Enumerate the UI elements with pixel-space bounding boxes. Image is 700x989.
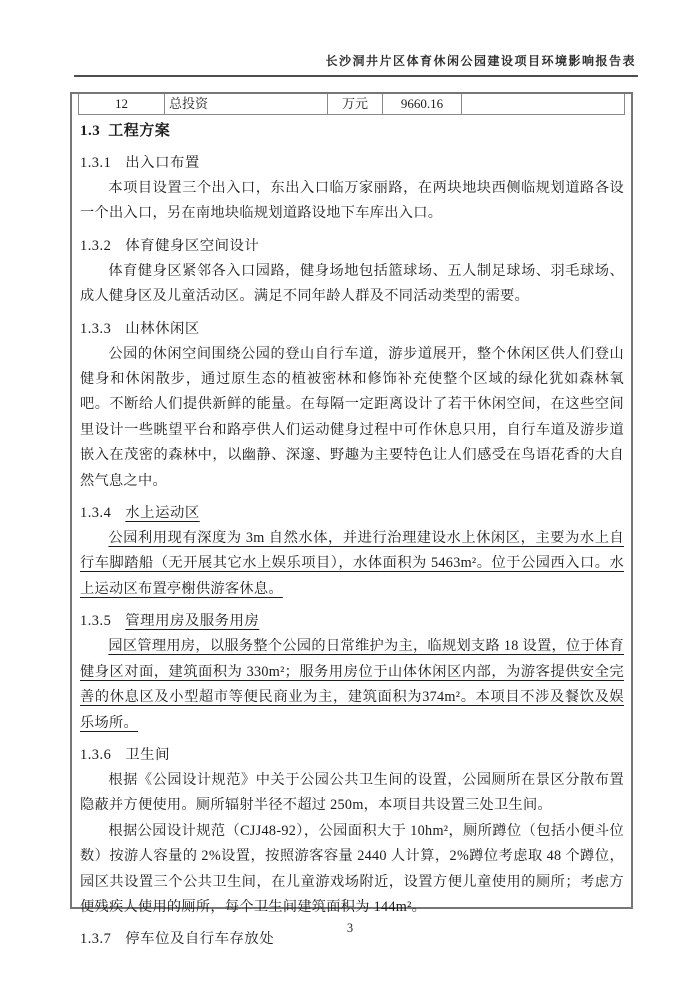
section-number: 1.3.2 <box>80 237 112 254</box>
document-header-title: 长沙洞井片区体育休闲公园建设项目环境影响报告表 <box>325 54 636 68</box>
paragraph-sports-zone: 体育健身区紧邻各入口园路，健身场地包括篮球场、五人制足球场、羽毛球场、成人健身区及儿童活动区。满足不同年龄人群及不同活动类型的需要。 <box>80 262 624 305</box>
section-title: 山林休闲区 <box>125 320 200 337</box>
section-heading-1-3-3 <box>80 316 624 342</box>
paragraph-toilets-1: 根据《公园设计规范》中关于公园公共卫生间的设置，公园厕所在景区分散布置隐蔽并方便使用。厕所辐射半径不超过 250m，本项目共设置三处卫生间。 <box>80 771 624 814</box>
section-title: 出入口布置 <box>125 155 200 171</box>
header-rule <box>74 75 638 77</box>
summary-table-row <box>78 94 625 115</box>
content-box <box>70 92 633 948</box>
section-number: 1.3.4 <box>80 505 112 522</box>
table-cell-item-name: 总投资 <box>165 94 328 114</box>
section-heading-1-3-4 <box>80 500 624 526</box>
section-number: 1.3.1 <box>80 155 112 171</box>
paragraph-forest-leisure-zone: 公园的休闲空间围绕公园的登山自行车道，游步道展开，整个休闲区供人们登山健身和休闲散步，通过原生态的植被密林和修饰补充使整个区域的绿化犹如森林氧吧。不断给人们提供新鲜的能量。在每隔一定距离设计了若干休闲空间，在这些空间里设计一些眺望平台和路亭供人们运动健身过程中可作休息只用，自行车道及游步道嵌入在茂密的森林中，以幽静、深邃、野趣为主要特色让人们感受在鸟语花香的大自然气息之中。 <box>80 345 624 489</box>
section-number: 1.3.3 <box>80 320 112 337</box>
table-cell-remark <box>462 94 624 114</box>
section-heading-1-3 <box>80 118 624 144</box>
section-heading-1-3-5 <box>80 608 624 634</box>
section-title: 水上运动区 <box>125 505 200 522</box>
paragraph-management-buildings: 园区管理用房，以服务整个公园的日常维护为主，临规划支路 18 设置，位于体育健身区对面，建筑面积为 330m²；服务用房位于山体休闲区内部，为游客提供安全完善的休息区及小型超市等便民商业为主，建筑面积为374m²。本项目不涉及餐饮及娱乐场所。 <box>80 638 624 731</box>
section-heading-1-3-2 <box>80 233 624 259</box>
document-header <box>0 0 700 76</box>
table-cell-row-index: 12 <box>79 94 165 114</box>
section-heading-1-3-1 <box>80 150 624 176</box>
section-heading-1-3-6 <box>80 742 624 768</box>
section-number: 1.3.6 <box>80 746 112 763</box>
section-title: 停车位及自行车存放处 <box>125 931 275 948</box>
paragraph-toilets-2: 根据公园设计规范（CJJ48-92），公园面积大于 10hm²，厕所蹲位（包括小便斗位数）按游人容量的 2%设置，按照游客容量 2440 人计算，2%蹲位考虑取 48 个蹲位，园区共设置三个公共卫生间，在儿童游戏场附近，设置方便儿童使用的厕所；考虑方便残疾人使用的厕所，每个卫生间建筑面积为 144m²。 <box>80 822 624 915</box>
section-title: 管理用房及服务用房 <box>125 613 260 630</box>
page-number: 3 <box>346 921 354 935</box>
section-title: 卫生间 <box>125 746 170 763</box>
table-cell-value: 9660.16 <box>383 94 462 114</box>
table-cell-unit: 万元 <box>328 94 383 114</box>
document-body <box>72 115 631 952</box>
section-title: 体育健身区空间设计 <box>125 237 260 254</box>
section-number: 1.3.7 <box>80 931 112 948</box>
section-number: 1.3.5 <box>80 613 112 630</box>
paragraph-water-sports-zone: 公园利用现有深度为 3m 自然水体，并进行治理建设水上休闲区，主要为水上自行车脚踏船（无开展其它水上娱乐项目），水体面积为 5463m²。位于公园西入口。水上运动区布置亭榭供游客休息。 <box>80 530 624 597</box>
section-number: 1.3 <box>80 123 101 139</box>
paragraph-entrances: 本项目设置三个出入口，东出入口临万家丽路，在两块地块西侧临规划道路各设一个出入口，另在南地块临规划道路设地下车库出入口。 <box>80 180 624 222</box>
section-title: 工程方案 <box>108 122 171 139</box>
